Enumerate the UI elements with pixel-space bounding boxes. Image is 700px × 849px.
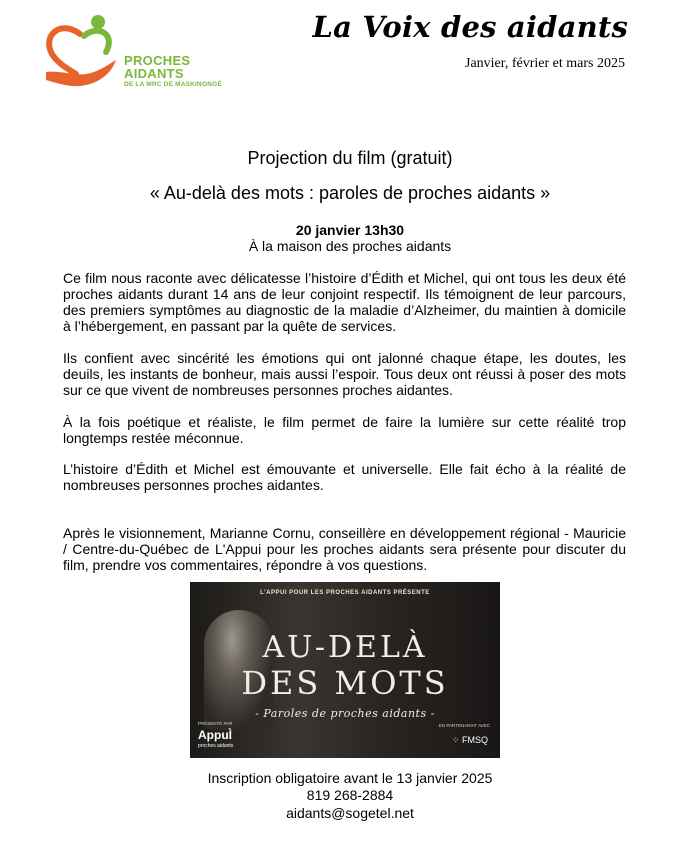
email-address[interactable]: aidants@sogetel.net xyxy=(286,805,414,821)
paragraph-discussion: Après le visionnement, Marianne Cornu, conseillère en développement régional - Mauricie / Centre-du-Québec de L'Appui pour les proches aidants sera présente pour discuter du film, prendre vos commentaires, répondre à vos questions. xyxy=(63,525,626,573)
logo-text-aidants: AIDANTS xyxy=(124,66,184,81)
publication-date: Janvier, février et mars 2025 xyxy=(465,56,625,71)
poster-appui-logo: AppuÌ xyxy=(198,728,232,742)
phone-number: 819 268-2884 xyxy=(306,787,394,803)
paragraph-emotions: Ils confient avec sincérité les émotions qui ont jalonné chaque étape, les doutes, les deuils, les instants de bonheur, mais aussi l’espoir. Tous deux ont réussi à poser des mots sur ce que vivent de nombreuses personnes proches aidantes. xyxy=(63,350,626,398)
film-title: « Au-delà des mots : paroles de proches aidants » xyxy=(149,183,551,203)
publication-title: La Voix des aidants xyxy=(312,10,628,44)
heart-hand-icon xyxy=(40,14,130,90)
paragraph-poetic: À la fois poétique et réaliste, le film permet de faire la lumière sur cette réalité trop longtemps restée méconnue. xyxy=(63,414,626,446)
poster-subtitle: - Paroles de proches aidants - xyxy=(255,707,435,720)
logo-text-proches: PROCHES xyxy=(124,53,191,68)
event-date-time: 20 janvier 13h30 xyxy=(295,222,405,238)
paragraph-story: Ce film nous raconte avec délicatesse l’histoire d’Édith et Michel, qui ont tous les deux été proches aidants durant 14 ans de leur conjoint respectif. Ils témoignent de leur parcours, des premiers symptômes au diagnostic de la maladie d’Alzheimer, du maintien à domicile à l’hébergement, en passant par la quête de services. xyxy=(63,270,626,334)
poster-presented-by: PRÉSENTÉ PAR xyxy=(198,721,233,726)
poster-fmsq-logo: ⁘ FMSQ xyxy=(451,735,488,745)
registration-notice: Inscription obligatoire avant le 13 janvier 2025 xyxy=(207,770,493,786)
film-poster xyxy=(190,582,500,758)
poster-appui-sub: proches aidants xyxy=(198,743,234,749)
organization-logo xyxy=(40,14,240,90)
page-header xyxy=(0,0,700,130)
event-place: À la maison des proches aidants xyxy=(248,238,452,254)
paragraph-universal: L’histoire d’Édith et Michel est émouvante et universelle. Elle fait écho à la réalité de nombreuses personnes proches aidantes. xyxy=(63,461,626,493)
poster-title-line1: AU-DELÀ xyxy=(262,630,428,665)
poster-presenter: L’APPUI POUR LES PROCHES AIDANTS PRÉSENTE xyxy=(260,590,430,596)
logo-text-mrc: DE LA MRC DE MASKINONGÉ xyxy=(124,81,222,88)
poster-title-line2: DES MOTS xyxy=(241,664,449,702)
event-heading: Projection du film (gratuit) xyxy=(247,148,453,168)
poster-partner-label: EN PARTENARIAT AVEC xyxy=(438,723,490,728)
